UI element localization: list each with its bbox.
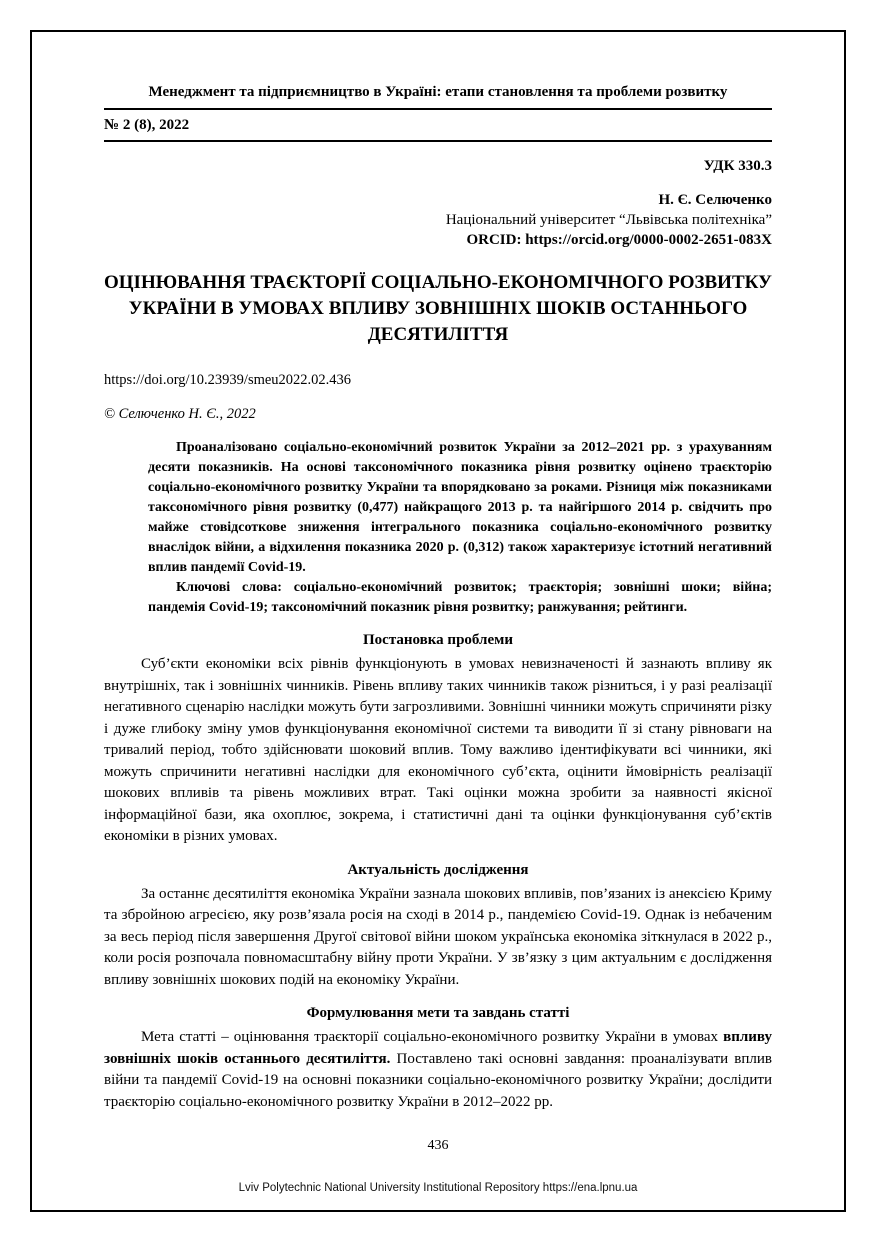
udk-classification: УДК 330.3 [703, 158, 772, 174]
abstract-paragraph: Проаналізовано соціально-економічний розвиток України за 2012–2021 рр. з урахуванням десяти показників. На основі таксономічного показника рівня розвитку оцінено траєкторію соціально-економічного розвитку України та впорядковано за роками. Різниця між показниками таксономічного рівня розвитку (0,477) найкращого 2013 р. та найгіршого 2014 р. свідчить про майже стовідсоткове зниження інтегрального показника соціально-економічного розвитку внаслідок війни, а відхилення показника 2020 р. (0,312) також характеризує істотний негативний вплив пандемії Covid-19. [148, 440, 772, 575]
section-paragraph [104, 1027, 772, 1113]
doi-text: https://doi.org/10.23939/smeu2022.02.436 [104, 372, 352, 388]
page-border-frame [30, 30, 846, 1212]
author-name: Н. Є. Селюченко [658, 192, 772, 208]
author-block [104, 190, 772, 250]
repository-footer: Lviv Polytechnic National University Institutional Repository https://ena.lpnu.ua [238, 1182, 638, 1194]
tasks-sentence: Поставлено такі основні завдання: проаналізувати вплив війни та пандемії Covid-19 на основні показники соціально-економічного розвитку України; дослідити траєкторію соціально-економічного розвитку України в 2012–2022 рр. [104, 1050, 772, 1110]
section-relevance [104, 860, 772, 992]
author-orcid: ORCID: https://orcid.org/0000-0002-2651-083X [466, 232, 772, 248]
keywords-paragraph: Ключові слова: соціально-економічний розвиток; траєкторія; зовнішні шоки; війна; пандемія Covid-19; таксономічний показник рівня розвитку; ранжування; рейтинги. [148, 580, 772, 615]
article-title: ОЦІНЮВАННЯ ТРАЄКТОРІЇ СОЦІАЛЬНО-ЕКОНОМІЧНОГО РОЗВИТКУ УКРАЇНИ В УМОВАХ ВПЛИВУ ЗОВНІШНІХ ШОКІВ ОСТАННЬОГО ДЕСЯТИЛІТТЯ [104, 272, 772, 345]
section-heading: Актуальність дослідження [347, 861, 529, 878]
aim-sentence-bold: впливу зовнішніх шоків останнього десятиліття. [104, 1029, 772, 1067]
copyright-text: © Селюченко Н. Є., 2022 [104, 406, 256, 422]
section-paragraph: Суб’єкти економіки всіх рівнів функціонують в умовах невизначеності й зазнають впливу як внутрішніх, так і зовнішніх чинників. Рівень впливу таких чинників також різниться, і у разі реалізації негативного сценарію наслідки можуть бути загрозливими. Зовнішні чинники можуть спричиняти різку і дуже глибоку зміну умов функціонування економічної системи та виводити її зі стану рівноваги на тривалий період, тобто здійснювати шоковий вплив. Тому важливо ідентифікувати всі чинники, які можуть спричинити негативні наслідки для економічного суб’єкта, оцінити ймовірність реалізації шокових впливів та рівень можливих втрат. Такі оцінки можна зробити за наявності якісної інформаційної бази, яка охоплює, зокрема, і статистичні дані та оцінки функціонування суб’єктів економіки в різних умовах. [104, 656, 772, 844]
journal-header [104, 82, 772, 142]
section-paragraph: За останнє десятиліття економіка України зазнала шокових впливів, пов’язаних із анексією Криму та збройною агресією, яку розв’язала росія на сході в 2014 р., пандемією Covid-19. Однак із небаченим за весь період після завершення Другої світової війни шоком українська економіка зіткнулася в 2022 р., коли росія розпочала повномасштабну війну проти України. У зв’язку з цим актуальним є дослідження впливу зовнішніх шокових подій на економіку України. [104, 885, 772, 988]
author-affiliation: Національний університет “Львівська політехніка” [445, 212, 772, 228]
section-heading: Формулювання мети та завдань статті [306, 1005, 570, 1021]
journal-title: Менеджмент та підприємництво в Україні: етапи становлення та проблеми розвитку [104, 82, 772, 110]
section-aim-and-tasks [104, 1003, 772, 1113]
page-content [32, 32, 844, 1210]
section-problem-statement [104, 630, 772, 848]
page-number: 436 [427, 1138, 449, 1153]
section-heading: Постановка проблеми [363, 632, 513, 648]
abstract-block [148, 438, 772, 618]
issue-number: № 2 (8), 2022 [104, 110, 772, 142]
aim-sentence-regular: Мета статті – оцінювання траєкторії соціально-економічного розвитку України в умовах [141, 1029, 724, 1045]
